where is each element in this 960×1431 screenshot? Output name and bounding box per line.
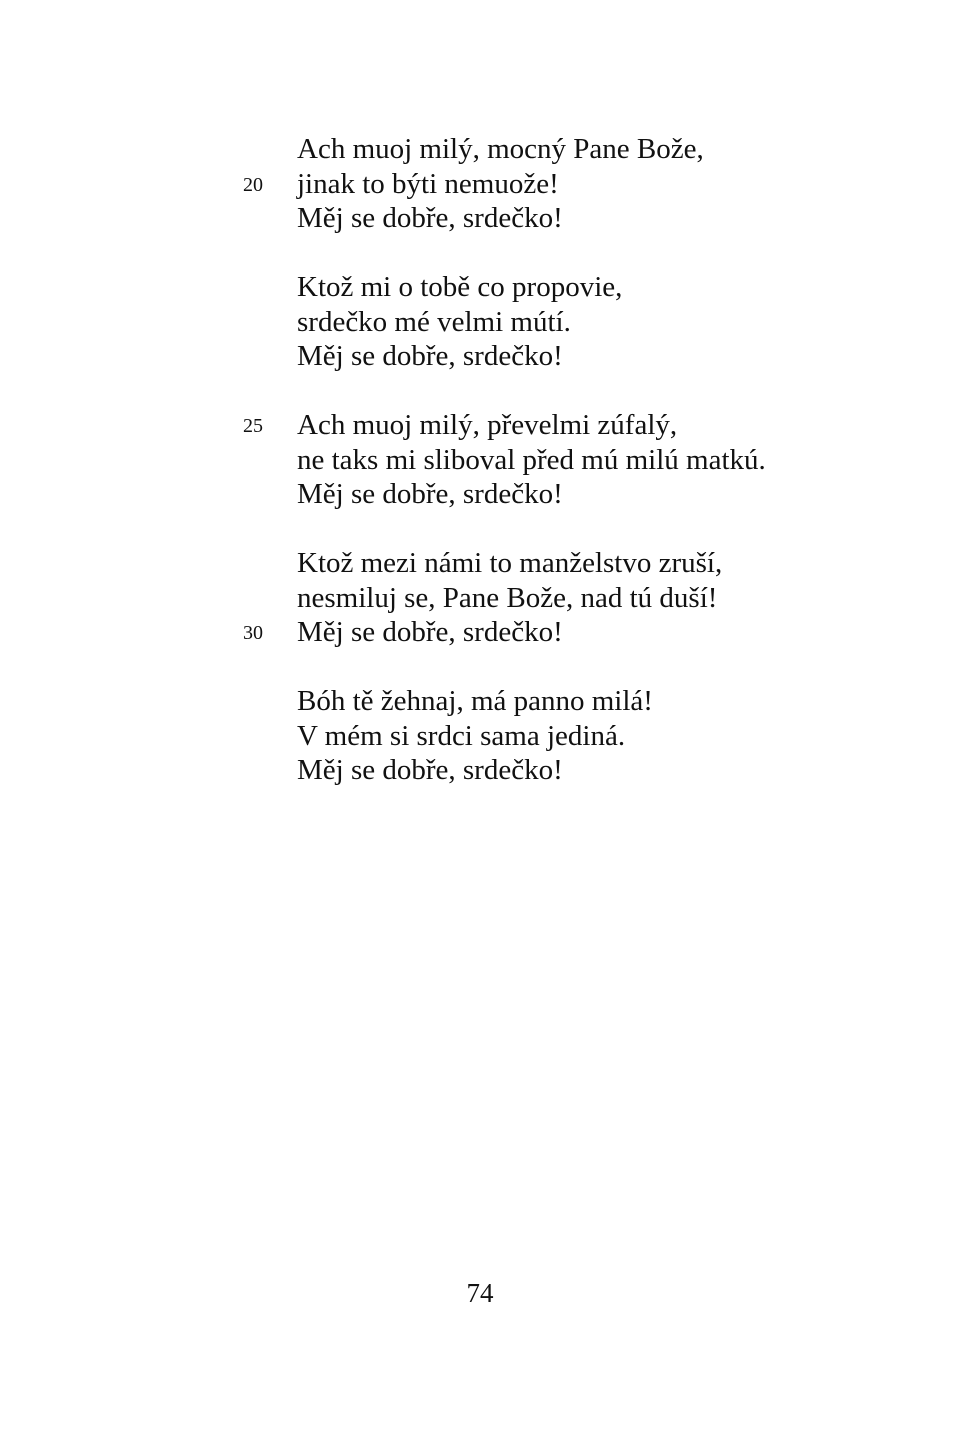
poem-body: [0, 132, 960, 822]
verse-text: Měj se dobře, srdečko!: [297, 754, 563, 786]
verse-text: Měj se dobře, srdečko!: [297, 616, 563, 648]
line-number: 25: [243, 415, 263, 437]
stanza: [0, 684, 960, 788]
verse-line: [0, 684, 960, 719]
verse-line: [0, 753, 960, 788]
line-number: 20: [243, 173, 263, 196]
stanza: [0, 270, 960, 374]
line-number: 30: [243, 622, 263, 644]
verse-line: [0, 339, 960, 374]
verse-text: Ktož mi o tobě co propovie,: [297, 271, 623, 303]
verse-text: Ach muoj milý, mocný Pane Bože,: [297, 133, 704, 165]
verse-text: Ktož mezi námi to manželstvo zruší,: [297, 547, 723, 579]
verse-text: Bóh tě žehnaj, má panno milá!: [297, 685, 653, 717]
verse-line: [0, 305, 960, 340]
verse-line: [0, 546, 960, 581]
verse-text: Měj se dobře, srdečko!: [297, 478, 563, 510]
verse-line: [0, 132, 960, 167]
verse-line: [0, 167, 960, 202]
verse-line: [0, 719, 960, 754]
verse-text: nesmiluj se, Pane Bože, nad tú duší!: [297, 581, 718, 614]
verse-line: [0, 201, 960, 236]
stanza: [0, 546, 960, 650]
verse-text: ne taks mi sliboval před mú milú matkú.: [297, 443, 766, 476]
verse-text: jinak to býti nemuože!: [297, 167, 559, 200]
verse-text: Ach muoj milý, převelmi zúfalý,: [297, 409, 678, 441]
verse-line: [0, 270, 960, 305]
page-number: 74: [466, 1278, 494, 1308]
stanza: [0, 408, 960, 512]
verse-text: V mém si srdci sama jediná.: [297, 719, 626, 752]
verse-line: [0, 615, 960, 650]
stanza: [0, 132, 960, 236]
verse-line: [0, 443, 960, 478]
verse-line: [0, 581, 960, 616]
verse-text: srdečko mé velmi mútí.: [297, 305, 571, 338]
verse-line: [0, 477, 960, 512]
verse-line: [0, 408, 960, 443]
verse-text: Měj se dobře, srdečko!: [297, 202, 563, 234]
verse-text: Měj se dobře, srdečko!: [297, 340, 563, 372]
